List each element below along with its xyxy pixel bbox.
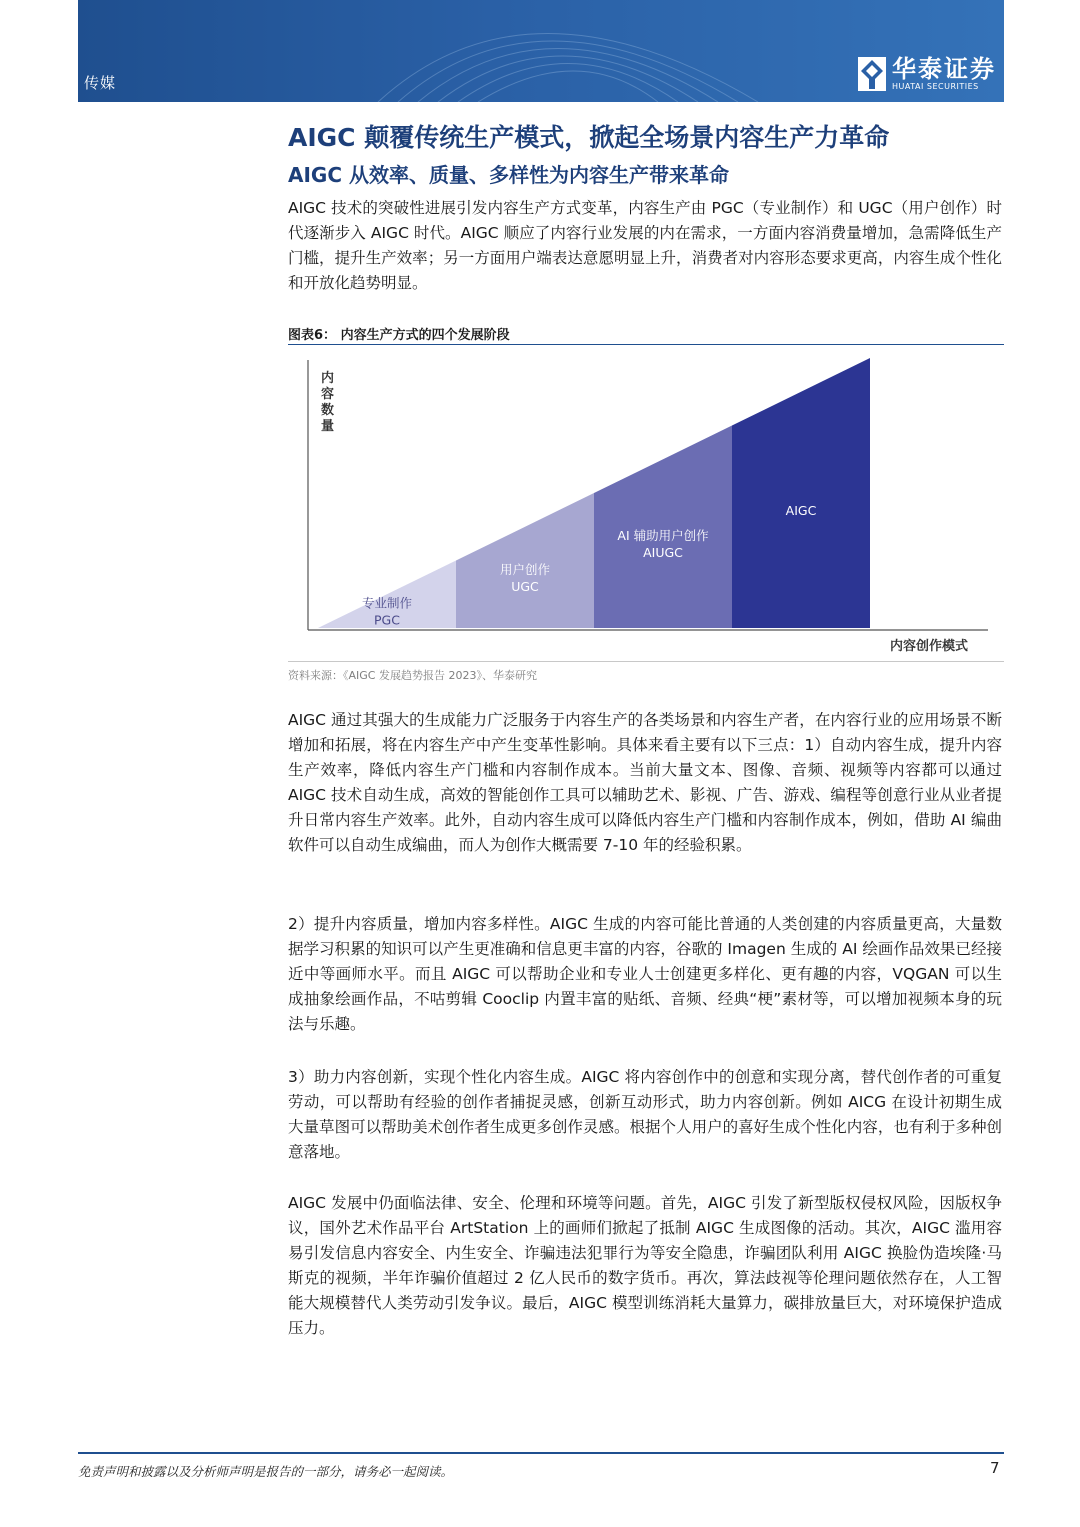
stages-chart (288, 350, 1004, 660)
figure-top-rule (288, 344, 1004, 345)
page-number: 7 (990, 1459, 1000, 1477)
x-axis-label: 内容创作模式 (889, 639, 968, 654)
stage-layer (318, 358, 870, 628)
intro-paragraph: AIGC 技术的突破性进展引发内容生产方式变革，内容生产由 PGC（专业制作）和 UGC（用户创作）时代逐渐步入 AIGC 时代。AIGC 顺应了内容行业发展的内在需求，一方面内容消费量增加，急需降低生产门槛，提升生产效率；另一方面用户端表达意愿明显上升，消费者对内容形态要求更高，内容生成个性化和开放化趋势明显。 (288, 199, 1002, 292)
stage-label-aigc: AIGC (785, 502, 817, 518)
stage-label-ugc: UGC (511, 578, 539, 594)
huatai-logo-icon (858, 57, 886, 91)
body-paragraph-1: AIGC 通过其强大的生成能力广泛服务于内容生产的各类场景和内容生产者，在内容行业的应用场景不断增加和拓展，将在内容生产中产生变革性影响。具体来看主要有以下三点：1）自动内容生成，提升内容生产效率，降低内容生产门槛和内容制作成本。当前大量文本、图像、音频、视频等内容都可以通过 AIGC 技术自动生成，高效的智能创作工具可以辅助艺术、影视、广告、游戏、编程等创意行业从业者提升日常内容生产效率。此外，自动内容生成可以降低内容生产门槛和内容制作成本，例如，借助 AI 编曲软件可以自动生成编曲，而人为创作大概需要 7-10 年的经验积累。 (288, 711, 1002, 854)
brand-name: 华泰证券 (892, 55, 996, 83)
body-paragraph-3: 3）助力内容创新，实现个性化内容生成。AIGC 将内容创作中的创意和实现分离，替代创作者的可重复劳动，可以帮助有经验的创作者捕捉灵感，创新互动形式，助力内容创新。例如 AICG 在设计初期生成大量草图可以帮助美术创作者生成更多创作灵感。根据个人用户的喜好生成个性化内容，也有利于多种创意落地。 (288, 1068, 1002, 1161)
figure-source: 资料来源：《AIGC 发展趋势报告 2023》、华泰研究 (288, 669, 537, 682)
footer-disclaimer: 免责声明和披露以及分析师声明是报告的一部分，请务必一起阅读。 (78, 1464, 454, 1479)
stage-ugc (456, 493, 594, 628)
stage-label-pgc: 专业制作 (361, 595, 413, 611)
stage-label-pgc: PGC (374, 612, 400, 628)
body-paragraph-2: 2）提升内容质量，增加内容多样性。AIGC 生成的内容可能比普通的人类创建的内容质量更高，大量数据学习积累的知识可以产生更准确和信息更丰富的内容，谷歌的 Imagen 生成的 AI 绘画作品效果已经接近中等画师水平。而且 AIGC 可以帮助企业和专业人士创建更多样化、更有趣的内容，VQGAN 可以生成抽象绘画作品，不咕剪辑 Cooclip 内置丰富的贴纸、音频、经典“梗”素材等，可以增加视频本身的玩法与乐趣。 (288, 915, 1002, 1033)
brand-name-en: HUATAI SECURITIES (892, 82, 979, 91)
stage-aiugc (594, 426, 732, 629)
brand-logo-block (858, 56, 996, 92)
stage-label-aiugc: AIUGC (643, 545, 683, 561)
figure-title: 图表6： 内容生产方式的四个发展阶段 (288, 328, 510, 343)
y-axis-label: 内容数量 (321, 371, 335, 434)
stage-aigc (732, 358, 870, 628)
footer-rule (78, 1452, 1004, 1454)
stage-label-aiugc: AI 辅助用户创作 (617, 528, 709, 544)
figure-bottom-rule (288, 661, 1004, 662)
report-header (78, 0, 1004, 102)
stage-label-ugc: 用户创作 (499, 561, 551, 577)
body-paragraph-4: AIGC 发展中仍面临法律、安全、伦理和环境等问题。首先，AIGC 引发了新型版权侵权风险，因版权争议，国外艺术作品平台 ArtStation 上的画师们掀起了抵制 AIGC 生成图像的活动。其次，AIGC 滥用容易引发信息内容安全、内生安全、诈骗违法犯罪行为等安全隐患，诈骗团队利用 AIGC 换脸伪造埃隆·马斯克的视频，半年诈骗价值超过 2 亿人民币的数字货币。再次，算法歧视等伦理问题依然存在，人工智能大规模替代人类劳动引发争议。最后，AIGC 模型训练消耗大量算力，碳排放量巨大，对环境保护造成压力。 (288, 1194, 1002, 1337)
section-label: 传媒 (84, 74, 117, 92)
page-title: AIGC 颠覆传统生产模式，掀起全场景内容生产力革命 (288, 123, 890, 152)
section-subtitle: AIGC 从效率、质量、多样性为内容生产带来革命 (288, 163, 729, 187)
